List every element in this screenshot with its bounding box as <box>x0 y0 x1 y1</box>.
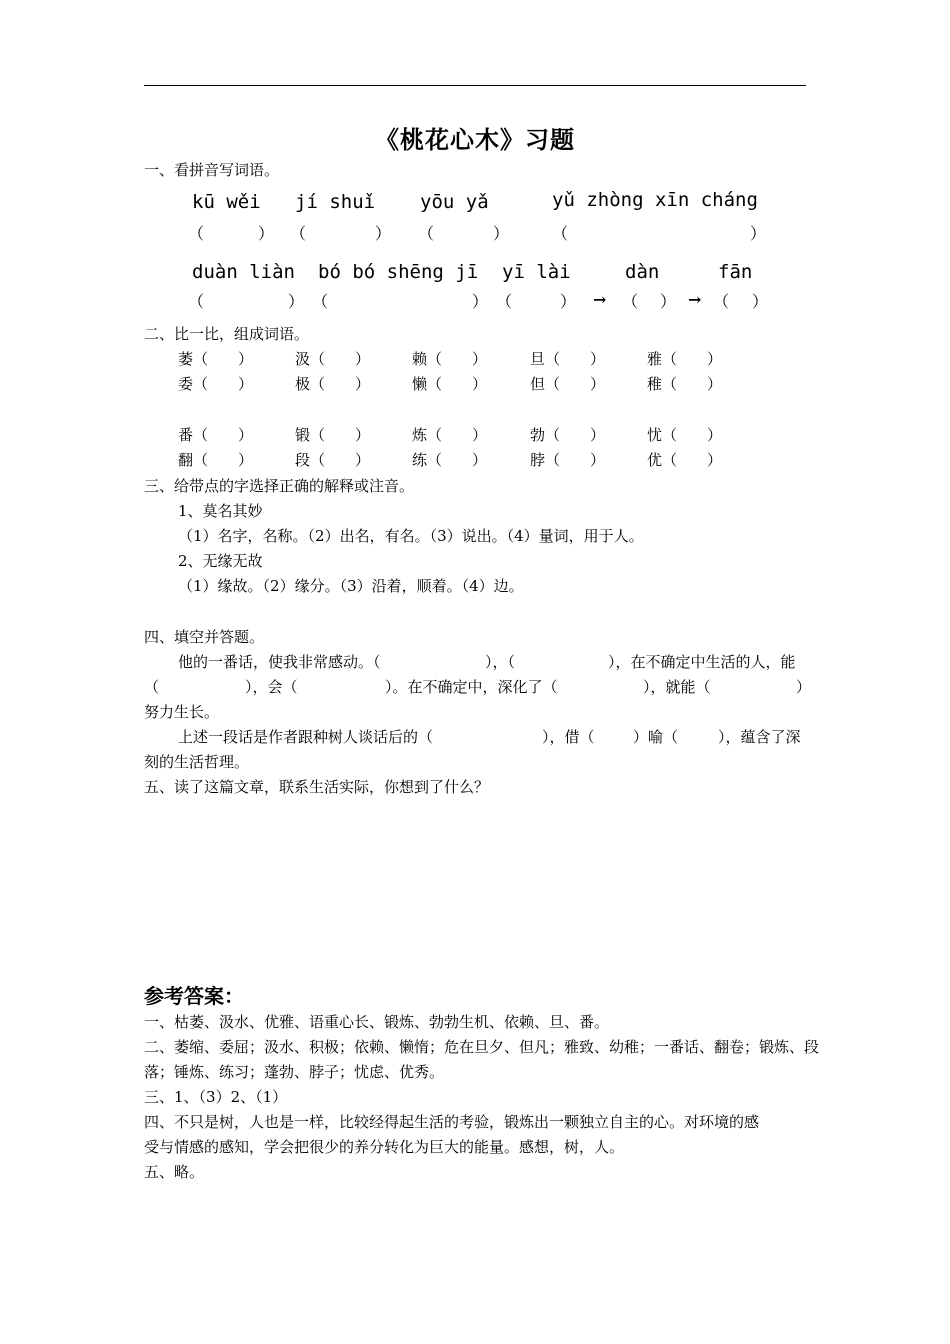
fill-text: ），借（ <box>542 728 595 746</box>
word-cell: 翻（ ） <box>178 451 254 469</box>
answer-5: 五、略。 <box>144 1163 205 1181</box>
answer-3: 三、1、（3）2、（1） <box>144 1088 288 1106</box>
paren-open: （ <box>290 224 307 243</box>
fill-text: 他的一番话，使我非常感动。（ <box>178 653 381 671</box>
pinyin-4: yǔ zhòng xīn cháng <box>552 189 758 211</box>
paren-open: （ <box>418 224 435 243</box>
paren-open: （ <box>622 292 639 311</box>
word-cell: 炼（ ） <box>412 426 488 444</box>
paren-open: （ <box>552 224 569 243</box>
paren-open: （ <box>188 224 205 243</box>
word-cell: 赖（ ） <box>412 350 488 368</box>
paren-open: （ <box>312 292 329 311</box>
word-cell: 旦（ ） <box>530 350 606 368</box>
arrow-icon: → <box>593 290 607 309</box>
word-cell: 段（ ） <box>295 451 371 469</box>
answers-heading: 参考答案： <box>144 984 244 1008</box>
paren-close: ） <box>258 224 275 243</box>
word-cell: 懒（ ） <box>412 375 488 393</box>
section4-heading: 四、填空并答题。 <box>144 628 265 646</box>
question-2: 2、无缘无故 <box>178 552 263 570</box>
fill-text: ）。在不确定中，深化了（ <box>385 678 558 696</box>
answer-1: 一、枯萎、汲水、优雅、语重心长、锻炼、勃勃生机、依赖、旦、番。 <box>144 1013 610 1031</box>
answer-2-cont: 落；锤炼、练习；蓬勃、脖子；忧虑、优秀。 <box>144 1063 445 1081</box>
paren-close: ） <box>560 292 577 311</box>
paren-close: ） <box>660 292 677 311</box>
word-cell: 优（ ） <box>647 451 723 469</box>
paren-close: ） <box>375 224 392 243</box>
word-cell: 但（ ） <box>530 375 606 393</box>
fill-text: 上述一段话是作者跟种树人谈话后的（ <box>178 728 434 746</box>
arrow-icon: → <box>688 290 702 309</box>
word-cell: 萎（ ） <box>178 350 254 368</box>
paren-open: （ <box>188 292 205 311</box>
word-cell: 稚（ ） <box>647 375 723 393</box>
word-cell: 雅（ ） <box>647 350 723 368</box>
answer-2: 二、萎缩、委屈；汲水、积极；依赖、懒惰；危在旦夕、但凡；雅致、幼稚；一番话、翻卷；锻炼、段 <box>144 1038 820 1056</box>
paren-close: ） <box>750 224 767 243</box>
word-cell: 委（ ） <box>178 375 254 393</box>
paren-close: ） <box>472 292 489 311</box>
word-cell: 勃（ ） <box>530 426 606 444</box>
word-cell: 番（ ） <box>178 426 254 444</box>
word-cell: 锻（ ） <box>295 426 371 444</box>
fill-text: ）喻（ <box>633 728 679 746</box>
fill-text: ），（ <box>485 653 516 671</box>
paren-open: （ <box>713 292 730 311</box>
word-cell: 脖（ ） <box>530 451 606 469</box>
header-rule <box>144 85 806 86</box>
section1-heading: 一、看拼音写词语。 <box>144 161 280 179</box>
section5-heading: 五、读了这篇文章，联系生活实际，你想到了什么？ <box>144 778 490 796</box>
fill-text: ），就能（ <box>643 678 711 696</box>
paren-open: （ <box>496 292 513 311</box>
pinyin-8: dàn <box>625 261 660 283</box>
pinyin-2: jí shuǐ <box>295 191 376 213</box>
fill-text: （ <box>144 678 160 696</box>
page-title: 《桃花心木》习题 <box>375 126 575 154</box>
fill-text: ），蕴含了深 <box>718 728 801 746</box>
pinyin-5: duàn liàn <box>192 261 295 283</box>
fill-text: ），会（ <box>245 678 298 696</box>
pinyin-7: yī lài <box>502 261 571 283</box>
section2-heading: 二、比一比，组成词语。 <box>144 325 310 343</box>
fill-text: 刻的生活哲理。 <box>144 753 250 771</box>
word-cell: 练（ ） <box>412 451 488 469</box>
word-cell: 汲（ ） <box>295 350 371 368</box>
paren-close: ） <box>493 224 510 243</box>
fill-text: 努力生长。 <box>144 703 220 721</box>
fill-text: ），在不确定中生活的人，能 <box>608 653 796 671</box>
answer-4-cont: 受与情感的感知，学会把很少的养分转化为巨大的能量。感想，树，人。 <box>144 1138 625 1156</box>
answer-4: 四、不只是树，人也是一样，比较经得起生活的考验，锻炼出一颗独立自主的心。对环境的感 <box>144 1113 760 1131</box>
question-1: 1、莫名其妙 <box>178 502 263 520</box>
paren-close: ） <box>752 292 769 311</box>
fill-text: ） <box>796 678 812 696</box>
pinyin-1: kū wěi <box>192 191 261 213</box>
paren-close: ） <box>288 292 305 311</box>
pinyin-6: bó bó shēng jī <box>318 261 479 283</box>
section3-heading: 三、给带点的字选择正确的解释或注音。 <box>144 477 415 495</box>
pinyin-9: fān <box>718 261 753 283</box>
word-cell: 忧（ ） <box>647 426 723 444</box>
pinyin-3: yōu yǎ <box>420 191 489 213</box>
question-1-options: （1）名字，名称。（2）出名，有名。（3）说出。（4）量词，用于人。 <box>178 527 644 545</box>
question-2-options: （1）缘故。（2）缘分。（3）沿着，顺着。（4）边。 <box>178 577 524 595</box>
word-cell: 极（ ） <box>295 375 371 393</box>
